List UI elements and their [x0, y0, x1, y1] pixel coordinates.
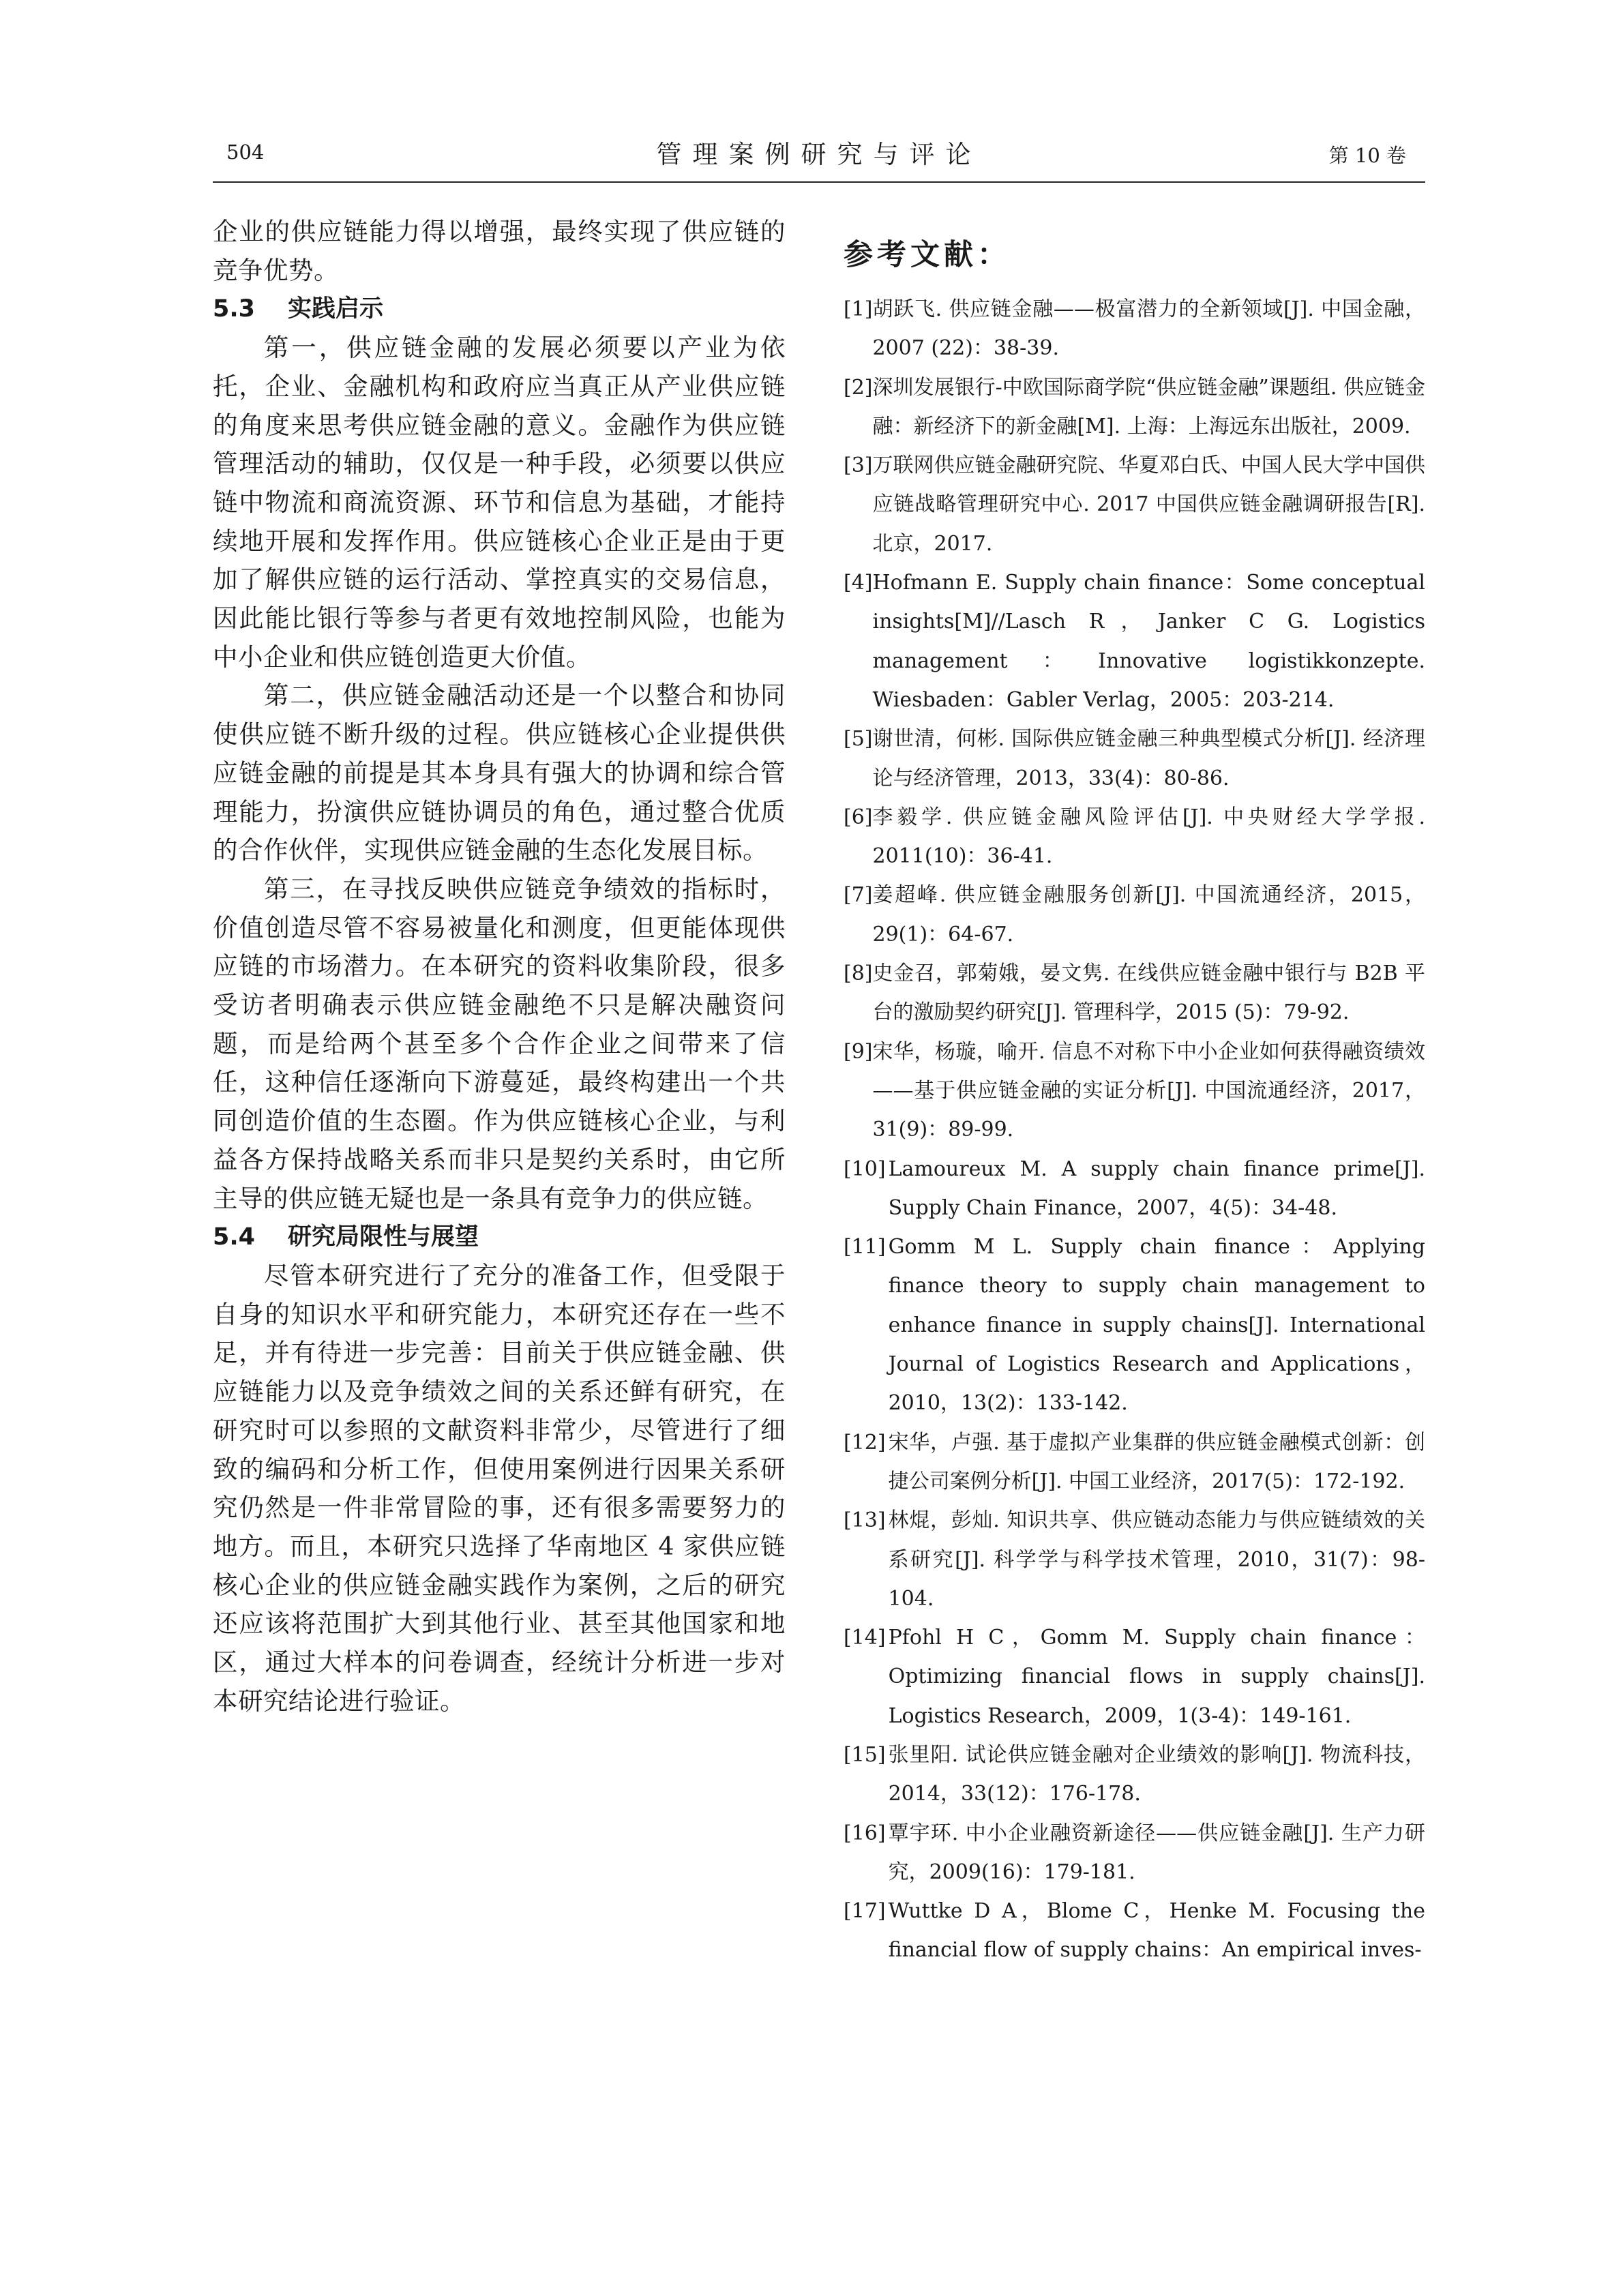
reference-item: [844, 446, 1425, 563]
reference-index: [8]: [844, 961, 873, 986]
reference-item: [844, 954, 1425, 1032]
reference-text: Wuttke D A，Blome C，Henke M. Focusing the financial flow of supply chains：An empirical inves-: [888, 1899, 1425, 1963]
references-title: 参考文献：: [844, 238, 1011, 272]
reference-item: [844, 1227, 1425, 1422]
page-number: 504: [226, 140, 265, 164]
volume-label: 第 10 卷: [1328, 144, 1406, 167]
reference-item: [844, 368, 1425, 447]
reference-index: [1]: [844, 297, 873, 321]
paragraph-second: 第二，供应链金融活动还是一个以整合和协同使供应链不断升级的过程。供应链核心企业提供供应链金融的前提是其本身具有强大的协调和综合管理能力，扮演供应链协调员的角色，通过整合优质的合作伙伴，实现供应链金融的生态化发展目标。: [213, 681, 786, 865]
reference-text: 深圳发展银行-中欧国际商学院“供应链金融”课题组. 供应链金融：新经济下的新金融[M]. 上海：上海远东出版社，2009.: [872, 375, 1425, 438]
reference-item: [844, 1814, 1425, 1892]
reference-index: [16]: [844, 1821, 886, 1845]
reference-text: 宋华，卢强. 基于虚拟产业集群的供应链金融模式创新：创捷公司案例分析[J]. 中国工业经济，2017(5)：172-192.: [888, 1430, 1425, 1493]
reference-index: [7]: [844, 883, 873, 908]
reference-index: [5]: [844, 727, 873, 751]
reference-text: 胡跃飞. 供应链金融——极富潜力的全新领域[J]. 中国金融，2007 (22)：38-39.: [872, 297, 1425, 361]
section-number: 5.3: [213, 295, 256, 323]
reference-list: [844, 290, 1425, 1970]
reference-index: [4]: [844, 571, 873, 595]
reference-index: [11]: [844, 1235, 886, 1259]
reference-index: [12]: [844, 1430, 886, 1455]
paragraph-first: 第一，供应链金融的发展必须要以产业为依托，企业、金融机构和政府应当真正从产业供应链的角度来思考供应链金融的意义。金融作为供应链管理活动的辅助，仅仅是一种手段，必须要以供应链中物流和商流资源、环节和信息为基础，才能持续地开展和发挥作用。供应链核心企业正是由于更加了解供应链的运行活动、掌控真实的交易信息，因此能比银行等参与者更有效地控制风险，也能为中小企业和供应链创造更大价值。: [213, 333, 786, 672]
reference-item: [844, 1501, 1425, 1618]
reference-item: [844, 290, 1425, 368]
reference-text: 李毅学. 供应链金融风险评估[J]. 中央财经大学学报. 2011(10)：36-41.: [872, 805, 1425, 869]
section-heading-5-3: [213, 290, 786, 329]
reference-item: [844, 798, 1425, 876]
running-header: [213, 134, 1425, 183]
section-heading-5-4: [213, 1218, 786, 1257]
reference-item: [844, 563, 1425, 719]
reference-index: [13]: [844, 1508, 886, 1533]
reference-text: 覃宇环. 中小企业融资新途径——供应链金融[J]. 生产力研究，2009(16)：179-181.: [888, 1821, 1425, 1884]
reference-text: 万联网供应链金融研究院、华夏邓白氏、中国人民大学中国供应链战略管理研究中心. 2017 中国供应链金融调研报告[R]. 北京，2017.: [872, 453, 1425, 556]
reference-index: [2]: [844, 375, 873, 400]
section-title: 实践启示: [288, 295, 384, 323]
reference-text: 史金召，郭菊娥，晏文隽. 在线供应链金融中银行与 B2B 平台的激励契约研究[J]. 管理科学，2015 (5)：79-92.: [872, 961, 1425, 1025]
left-column: [213, 213, 786, 1720]
paragraph-limitations: 尽管本研究进行了充分的准备工作，但受限于自身的知识水平和研究能力，本研究还存在一些不足，并有待进一步完善：目前关于供应链金融、供应链能力以及竞争绩效之间的关系还鲜有研究，在研究时可以参照的文献资料非常少，尽管进行了细致的编码和分析工作，但使用案例进行因果关系研究仍然是一件非常冒险的事，还有很多需要努力的地方。而且，本研究只选择了华南地区 4 家供应链核心企业的供应链金融实践作为案例，之后的研究还应该将范围扩大到其他行业、甚至其他国家和地区，通过大样本的问卷调查，经统计分析进一步对本研究结论进行验证。: [213, 1260, 786, 1716]
reference-item: [844, 719, 1425, 798]
journal-title: 管理案例研究与评论: [656, 140, 982, 169]
reference-index: [15]: [844, 1742, 886, 1767]
section-number: 5.4: [213, 1223, 256, 1251]
reference-text: 张里阳. 试论供应链金融对企业绩效的影响[J]. 物流科技，2014，33(12)：176-178.: [888, 1742, 1425, 1806]
reference-item: [844, 1892, 1425, 1970]
reference-index: [14]: [844, 1626, 886, 1650]
paragraph-third: 第三，在寻找反映供应链竞争绩效的指标时，价值创造尽管不容易被量化和测度，但更能体现供应链的市场潜力。在本研究的资料收集阶段，很多受访者明确表示供应链金融绝不只是解决融资问题，而是给两个甚至多个合作企业之间带来了信任，这种信任逐渐向下游蔓延，最终构建出一个共同创造价值的生态圈。作为供应链核心企业，与利益各方保持战略关系而非只是契约关系时，由它所主导的供应链无疑也是一条具有竞争力的供应链。: [213, 874, 786, 1213]
reference-index: [9]: [844, 1039, 873, 1064]
reference-index: [17]: [844, 1899, 886, 1924]
reference-text: Lamoureux M. A supply chain finance prime[J]. Supply Chain Finance，2007，4(5)：34-48.: [888, 1157, 1425, 1220]
reference-item: [844, 1032, 1425, 1150]
reference-index: [10]: [844, 1157, 886, 1181]
reference-item: [844, 1618, 1425, 1735]
reference-item: [844, 1735, 1425, 1814]
reference-text: 姜超峰. 供应链金融服务创新[J]. 中国流通经济，2015，29(1)：64-67.: [872, 883, 1425, 946]
reference-text: Pfohl H C，Gomm M. Supply chain finance：Optimizing financial flows in supply chains[J]. Logistics Research，2009，1(3-4)：149-161.: [888, 1626, 1425, 1728]
reference-index: [6]: [844, 805, 873, 829]
reference-item: [844, 1423, 1425, 1502]
reference-item: [844, 1150, 1425, 1228]
section-title: 研究局限性与展望: [288, 1223, 479, 1251]
reference-text: Gomm M L. Supply chain finance：Applying finance theory to supply chain management to enhance finance in supply chains[J]. International Journal of Logistics Research and Applications，2010，13(2)：133-142.: [888, 1235, 1425, 1416]
reference-item: [844, 876, 1425, 954]
reference-text: 谢世清，何彬. 国际供应链金融三种典型模式分析[J]. 经济理论与经济管理，2013，33(4)：80-86.: [872, 727, 1425, 790]
reference-text: 林焜，彭灿. 知识共享、供应链动态能力与供应链绩效的关系研究[J]. 科学学与科学技术管理，2010，31(7)：98-104.: [888, 1508, 1425, 1611]
reference-text: 宋华，杨璇，喻开. 信息不对称下中小企业如何获得融资绩效——基于供应链金融的实证分析[J]. 中国流通经济，2017，31(9)：89-99.: [872, 1039, 1425, 1142]
reference-text: Hofmann E. Supply chain finance：Some conceptual insights[M]//Lasch R，Janker C G. Logistics management：Innovative logistikkonzepte. Wiesbaden：Gabler Verlag，2005：203-214.: [872, 571, 1425, 712]
references-column: [844, 213, 1425, 1970]
paragraph-continued: 企业的供应链能力得以增强，最终实现了供应链的竞争优势。: [213, 217, 786, 285]
reference-index: [3]: [844, 453, 873, 478]
